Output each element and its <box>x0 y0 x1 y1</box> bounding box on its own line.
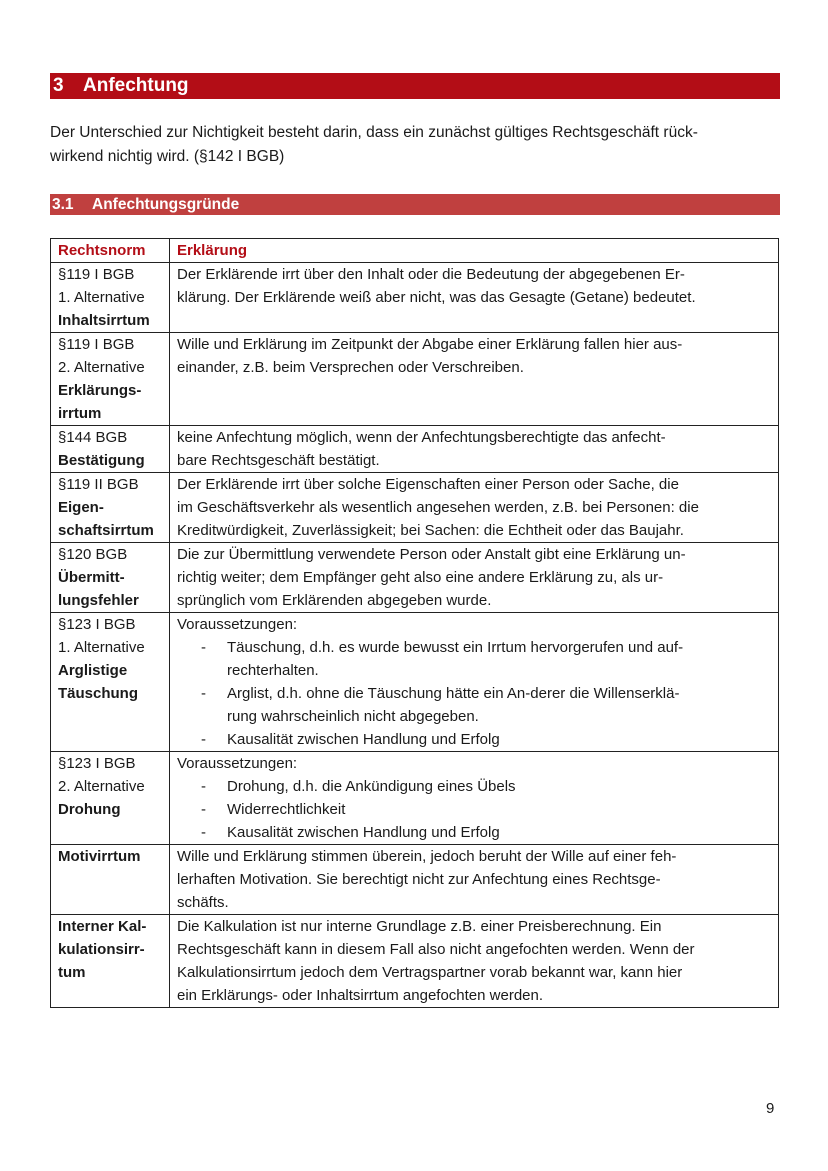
norm-cell <box>51 845 170 915</box>
explanation-line: Wille und Erklärung stimmen überein, jedoch beruht der Wille auf einer feh- <box>177 848 677 865</box>
list-item <box>177 682 773 728</box>
list-item-line: rung wahrscheinlich nicht abgegeben. <box>227 708 479 725</box>
header-rechtsnorm: Rechtsnorm <box>51 239 170 263</box>
intro-paragraph <box>50 121 780 169</box>
table-row <box>51 543 779 613</box>
explanation-line: Die Kalkulation ist nur interne Grundlage z.B. einer Preisberechnung. Ein <box>177 918 662 935</box>
list-item-line: - Widerrechtlichkeit <box>227 801 346 818</box>
ground-name: Übermitt- <box>58 569 125 586</box>
ground-name: Interner Kal- <box>58 918 147 935</box>
table-header-row <box>51 239 779 263</box>
list-item <box>177 798 773 821</box>
grounds-table <box>50 238 779 1008</box>
explanation-line: Der Erklärende irrt über solche Eigenschaften einer Person oder Sache, die <box>177 476 679 493</box>
explanation-line: klärung. Der Erklärende weiß aber nicht, was das Gesagte (Getane) bedeutet. <box>177 289 696 306</box>
norm-cell <box>51 613 170 752</box>
ground-name: Erklärungs- <box>58 382 142 399</box>
section-title: Anfechtung <box>83 75 189 96</box>
list-item <box>177 775 773 798</box>
list-item-line: - Täuschung, d.h. es wurde bewusst ein Irrtum hervorgerufen und auf- <box>227 639 684 656</box>
ground-name: Täuschung <box>58 685 139 702</box>
explanation-line: keine Anfechtung möglich, wenn der Anfechtungsberechtigte das anfecht- <box>177 429 666 446</box>
norm-line: §144 BGB <box>58 429 128 446</box>
explanation-line: Der Erklärende irrt über den Inhalt oder die Bedeutung der abgegebenen Er- <box>177 266 685 283</box>
ground-name: Inhaltsirrtum <box>58 312 150 329</box>
explanation-cell <box>170 333 779 426</box>
norm-line: §120 BGB <box>58 546 128 563</box>
page-number: 9 <box>766 1100 775 1117</box>
table-row <box>51 613 779 752</box>
explanation-line: ein Erklärungs- oder Inhaltsirrtum angefochten werden. <box>177 987 544 1004</box>
list-item-line: - Kausalität zwischen Handlung und Erfolg <box>227 731 500 748</box>
norm-line: §119 I BGB <box>58 336 135 353</box>
ground-name: Eigen- <box>58 499 104 516</box>
explanation-cell <box>170 752 779 845</box>
ground-name: Drohung <box>58 801 121 818</box>
explanation-line: Kreditwürdigkeit, Zuverlässigkeit; bei Sachen: die Echtheit oder das Baujahr. <box>177 522 684 539</box>
requirements-label: Voraussetzungen: <box>177 755 298 772</box>
table-row <box>51 333 779 426</box>
norm-cell <box>51 543 170 613</box>
table-row <box>51 263 779 333</box>
explanation-cell <box>170 613 779 752</box>
intro-line: Der Unterschied zur Nichtigkeit besteht darin, dass ein zunächst gültiges Rechtsgeschäft rück- <box>50 124 698 141</box>
explanation-cell <box>170 915 779 1008</box>
explanation-cell <box>170 543 779 613</box>
table-body <box>51 263 779 1008</box>
explanation-line: bare Rechtsgeschäft bestätigt. <box>177 452 380 469</box>
norm-cell <box>51 333 170 426</box>
ground-name: tum <box>58 964 86 981</box>
intro-line: wirkend nichtig wird. (§142 I BGB) <box>50 148 285 165</box>
explanation-line: Wille und Erklärung im Zeitpunkt der Abgabe einer Erklärung fallen hier aus- <box>177 336 683 353</box>
ground-name: Arglistige <box>58 662 128 679</box>
section-number: 3 <box>53 75 64 96</box>
norm-cell <box>51 263 170 333</box>
norm-line: 2. Alternative <box>58 778 145 795</box>
explanation-line: richtig weiter; dem Empfänger geht also eine andere Erklärung zu, als ur- <box>177 569 664 586</box>
norm-line: §119 II BGB <box>58 476 139 493</box>
ground-name: schaftsirrtum <box>58 522 154 539</box>
norm-cell <box>51 426 170 473</box>
norm-line: 1. Alternative <box>58 289 145 306</box>
explanation-line: im Geschäftsverkehr als wesentlich angesehen werden, z.B. bei Personen: die <box>177 499 699 516</box>
list-item-line: - Kausalität zwischen Handlung und Erfolg <box>227 824 500 841</box>
ground-name: kulationsirr- <box>58 941 145 958</box>
list-item <box>177 728 773 751</box>
list-item-line: - Drohung, d.h. die Ankündigung eines Übels <box>227 778 516 795</box>
explanation-line: schäfts. <box>177 894 229 911</box>
requirements-list <box>177 636 773 751</box>
header-erklaerung: Erklärung <box>170 239 779 263</box>
explanation-line: Kalkulationsirrtum jedoch dem Vertragspartner vorab bekannt war, kann hier <box>177 964 683 981</box>
explanation-cell <box>170 426 779 473</box>
table-row <box>51 915 779 1008</box>
explanation-cell <box>170 263 779 333</box>
norm-line: 1. Alternative <box>58 639 145 656</box>
norm-line: 2. Alternative <box>58 359 145 376</box>
subsection-heading <box>50 194 780 215</box>
table-row <box>51 845 779 915</box>
subsection-title: Anfechtungsgründe <box>92 196 240 213</box>
requirements-list <box>177 775 773 844</box>
list-item <box>177 636 773 682</box>
explanation-line: sprünglich vom Erklärenden abgegeben wurde. <box>177 592 492 609</box>
requirements-label: Voraussetzungen: <box>177 616 298 633</box>
ground-name: lungsfehler <box>58 592 139 609</box>
explanation-line: lerhaften Motivation. Sie berechtigt nicht zur Anfechtung eines Rechtsge- <box>177 871 661 888</box>
section-heading <box>50 73 780 99</box>
ground-name: Bestätigung <box>58 452 145 469</box>
ground-name: Motivirrtum <box>58 848 141 865</box>
norm-line: §119 I BGB <box>58 266 135 283</box>
explanation-cell <box>170 845 779 915</box>
norm-cell <box>51 915 170 1008</box>
norm-line: §123 I BGB <box>58 616 136 633</box>
list-item <box>177 821 773 844</box>
table-row <box>51 426 779 473</box>
explanation-line: Rechtsgeschäft kann in diesem Fall also nicht angefochten werden. Wenn der <box>177 941 695 958</box>
norm-line: §123 I BGB <box>58 755 136 772</box>
explanation-line: einander, z.B. beim Versprechen oder Verschreiben. <box>177 359 524 376</box>
explanation-cell <box>170 473 779 543</box>
norm-cell <box>51 752 170 845</box>
table-row <box>51 752 779 845</box>
norm-cell <box>51 473 170 543</box>
explanation-line: Die zur Übermittlung verwendete Person oder Anstalt gibt eine Erklärung un- <box>177 546 686 563</box>
subsection-number: 3.1 <box>52 196 74 213</box>
table-row <box>51 473 779 543</box>
ground-name: irrtum <box>58 405 102 422</box>
list-item-line: rechterhalten. <box>227 662 319 679</box>
list-item-line: - Arglist, d.h. ohne die Täuschung hätte ein An-derer die Willenserklä- <box>227 685 680 702</box>
